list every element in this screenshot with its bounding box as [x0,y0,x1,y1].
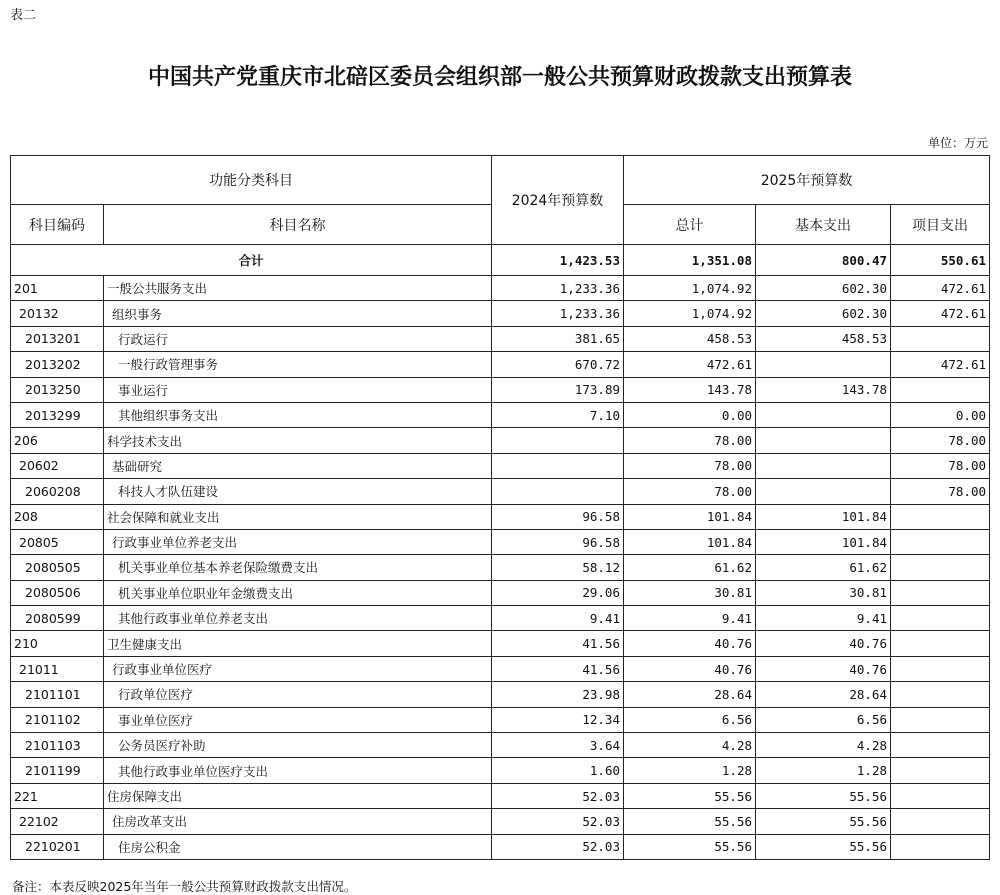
row-project [891,783,990,808]
row-total: 40.76 [624,631,756,656]
row-b2024: 1,233.36 [492,276,624,301]
row-b2024: 96.58 [492,529,624,554]
header-row-1 [11,156,990,205]
row-project: 78.00 [891,479,990,504]
row-b2024: 3.64 [492,733,624,758]
table-row [11,758,990,783]
table-row [11,301,990,326]
row-name: 一般公共服务支出 [104,276,492,301]
table-row [11,809,990,834]
total-basic: 800.47 [756,245,891,276]
row-total: 9.41 [624,606,756,631]
row-code: 2210201 [11,834,104,859]
row-b2024: 12.34 [492,707,624,732]
row-basic: 4.28 [756,733,891,758]
table-row [11,428,990,453]
row-project: 78.00 [891,453,990,478]
row-project [891,656,990,681]
row-code: 2101101 [11,682,104,707]
page-title: 中国共产党重庆市北碚区委员会组织部一般公共预算财政拨款支出预算表 [147,64,852,90]
row-basic [756,479,891,504]
row-project: 472.61 [891,276,990,301]
row-code: 22102 [11,809,104,834]
row-total: 0.00 [624,402,756,427]
row-project [891,631,990,656]
row-b2024: 96.58 [492,504,624,529]
row-name: 行政事业单位养老支出 [104,529,492,554]
row-b2024: 52.03 [492,834,624,859]
header-project: 项目支出 [891,205,990,245]
row-b2024: 7.10 [492,402,624,427]
row-name: 科学技术支出 [104,428,492,453]
row-total: 78.00 [624,479,756,504]
row-name: 公务员医疗补助 [104,733,492,758]
row-code: 2101102 [11,707,104,732]
header-total: 总计 [624,205,756,245]
row-basic: 101.84 [756,504,891,529]
row-basic: 61.62 [756,555,891,580]
row-name: 卫生健康支出 [104,631,492,656]
row-name: 科技人才队伍建设 [104,479,492,504]
row-code: 2101199 [11,758,104,783]
table-row [11,479,990,504]
row-name: 机关事业单位职业年金缴费支出 [104,580,492,605]
row-code: 208 [11,504,104,529]
row-b2024 [492,428,624,453]
row-basic: 55.56 [756,834,891,859]
table-row [11,555,990,580]
table-row [11,733,990,758]
row-basic: 40.76 [756,631,891,656]
table-row [11,402,990,427]
unit-label: 单位：万元 [927,136,988,150]
row-project: 472.61 [891,301,990,326]
row-basic: 143.78 [756,377,891,402]
row-b2024: 1.60 [492,758,624,783]
row-code: 210 [11,631,104,656]
row-code: 20132 [11,301,104,326]
total-row [11,245,990,276]
row-project [891,733,990,758]
row-name: 组织事务 [104,301,492,326]
row-total: 472.61 [624,352,756,377]
row-b2024: 41.56 [492,631,624,656]
row-basic: 55.56 [756,809,891,834]
row-code: 206 [11,428,104,453]
row-basic: 458.53 [756,326,891,351]
total-total: 1,351.08 [624,245,756,276]
row-code: 2013201 [11,326,104,351]
row-code: 201 [11,276,104,301]
row-b2024 [492,479,624,504]
table-row [11,656,990,681]
row-project [891,758,990,783]
total-project: 550.61 [891,245,990,276]
row-b2024: 29.06 [492,580,624,605]
row-code: 2101103 [11,733,104,758]
row-project [891,529,990,554]
row-b2024: 1,233.36 [492,301,624,326]
table-row [11,504,990,529]
row-code: 2080599 [11,606,104,631]
row-name: 行政运行 [104,326,492,351]
table-row [11,631,990,656]
row-basic: 1.28 [756,758,891,783]
row-project [891,326,990,351]
total-b2024: 1,423.53 [492,245,624,276]
row-total: 55.56 [624,809,756,834]
header-basic: 基本支出 [756,205,891,245]
row-total: 30.81 [624,580,756,605]
table-row [11,326,990,351]
row-basic: 40.76 [756,656,891,681]
table-row [11,529,990,554]
row-project [891,809,990,834]
row-b2024: 9.41 [492,606,624,631]
row-project [891,555,990,580]
row-code: 20805 [11,529,104,554]
row-total: 1.28 [624,758,756,783]
row-basic [756,352,891,377]
row-basic: 30.81 [756,580,891,605]
header-budget-2024: 2024年预算数 [492,156,624,245]
row-total: 61.62 [624,555,756,580]
row-code: 2013202 [11,352,104,377]
row-total: 143.78 [624,377,756,402]
row-total: 6.56 [624,707,756,732]
row-project [891,580,990,605]
row-project [891,707,990,732]
header-name: 科目名称 [104,205,492,245]
row-code: 21011 [11,656,104,681]
row-total: 78.00 [624,453,756,478]
row-basic [756,402,891,427]
row-total: 78.00 [624,428,756,453]
table-row [11,606,990,631]
row-b2024 [492,453,624,478]
row-name: 社会保障和就业支出 [104,504,492,529]
total-label: 合计 [11,245,492,276]
row-name: 行政事业单位医疗 [104,656,492,681]
row-basic [756,453,891,478]
row-project [891,504,990,529]
row-b2024: 58.12 [492,555,624,580]
row-total: 101.84 [624,504,756,529]
header-func-class: 功能分类科目 [11,156,492,205]
row-basic: 28.64 [756,682,891,707]
table-row [11,580,990,605]
row-project: 472.61 [891,352,990,377]
row-b2024: 173.89 [492,377,624,402]
row-code: 2060208 [11,479,104,504]
row-code: 2013299 [11,402,104,427]
table-row [11,453,990,478]
budget-table [10,155,990,860]
row-name: 事业单位医疗 [104,707,492,732]
table-number-label: 表二 [10,8,37,23]
row-total: 1,074.92 [624,301,756,326]
row-name: 住房改革支出 [104,809,492,834]
table-row [11,783,990,808]
row-project: 78.00 [891,428,990,453]
footnote: 备注：本表反映2025年当年一般公共预算财政拨款支出情况。 [12,879,357,894]
row-b2024: 41.56 [492,656,624,681]
row-name: 基础研究 [104,453,492,478]
row-b2024: 670.72 [492,352,624,377]
row-project [891,682,990,707]
row-basic: 6.56 [756,707,891,732]
row-code: 2080505 [11,555,104,580]
header-budget-2025: 2025年预算数 [624,156,990,205]
table-row [11,276,990,301]
row-total: 40.76 [624,656,756,681]
row-code: 2013250 [11,377,104,402]
row-basic: 101.84 [756,529,891,554]
row-basic: 55.56 [756,783,891,808]
table-row [11,352,990,377]
row-total: 101.84 [624,529,756,554]
row-b2024: 52.03 [492,783,624,808]
row-total: 28.64 [624,682,756,707]
row-code: 2080506 [11,580,104,605]
row-total: 55.56 [624,783,756,808]
row-name: 住房保障支出 [104,783,492,808]
row-project [891,606,990,631]
row-total: 4.28 [624,733,756,758]
row-basic: 602.30 [756,301,891,326]
row-basic [756,428,891,453]
row-total: 1,074.92 [624,276,756,301]
row-total: 458.53 [624,326,756,351]
row-name: 机关事业单位基本养老保险缴费支出 [104,555,492,580]
row-code: 20602 [11,453,104,478]
row-name: 住房公积金 [104,834,492,859]
table-row [11,377,990,402]
header-code: 科目编码 [11,205,104,245]
row-name: 其他行政事业单位医疗支出 [104,758,492,783]
row-b2024: 381.65 [492,326,624,351]
row-name: 其他组织事务支出 [104,402,492,427]
table-row [11,682,990,707]
row-name: 事业运行 [104,377,492,402]
row-basic: 602.30 [756,276,891,301]
table-row [11,707,990,732]
row-name: 一般行政管理事务 [104,352,492,377]
row-code: 221 [11,783,104,808]
row-name: 其他行政事业单位养老支出 [104,606,492,631]
row-project [891,377,990,402]
row-b2024: 52.03 [492,809,624,834]
row-total: 55.56 [624,834,756,859]
row-b2024: 23.98 [492,682,624,707]
row-name: 行政单位医疗 [104,682,492,707]
table-row [11,834,990,859]
row-project [891,834,990,859]
row-basic: 9.41 [756,606,891,631]
row-project: 0.00 [891,402,990,427]
